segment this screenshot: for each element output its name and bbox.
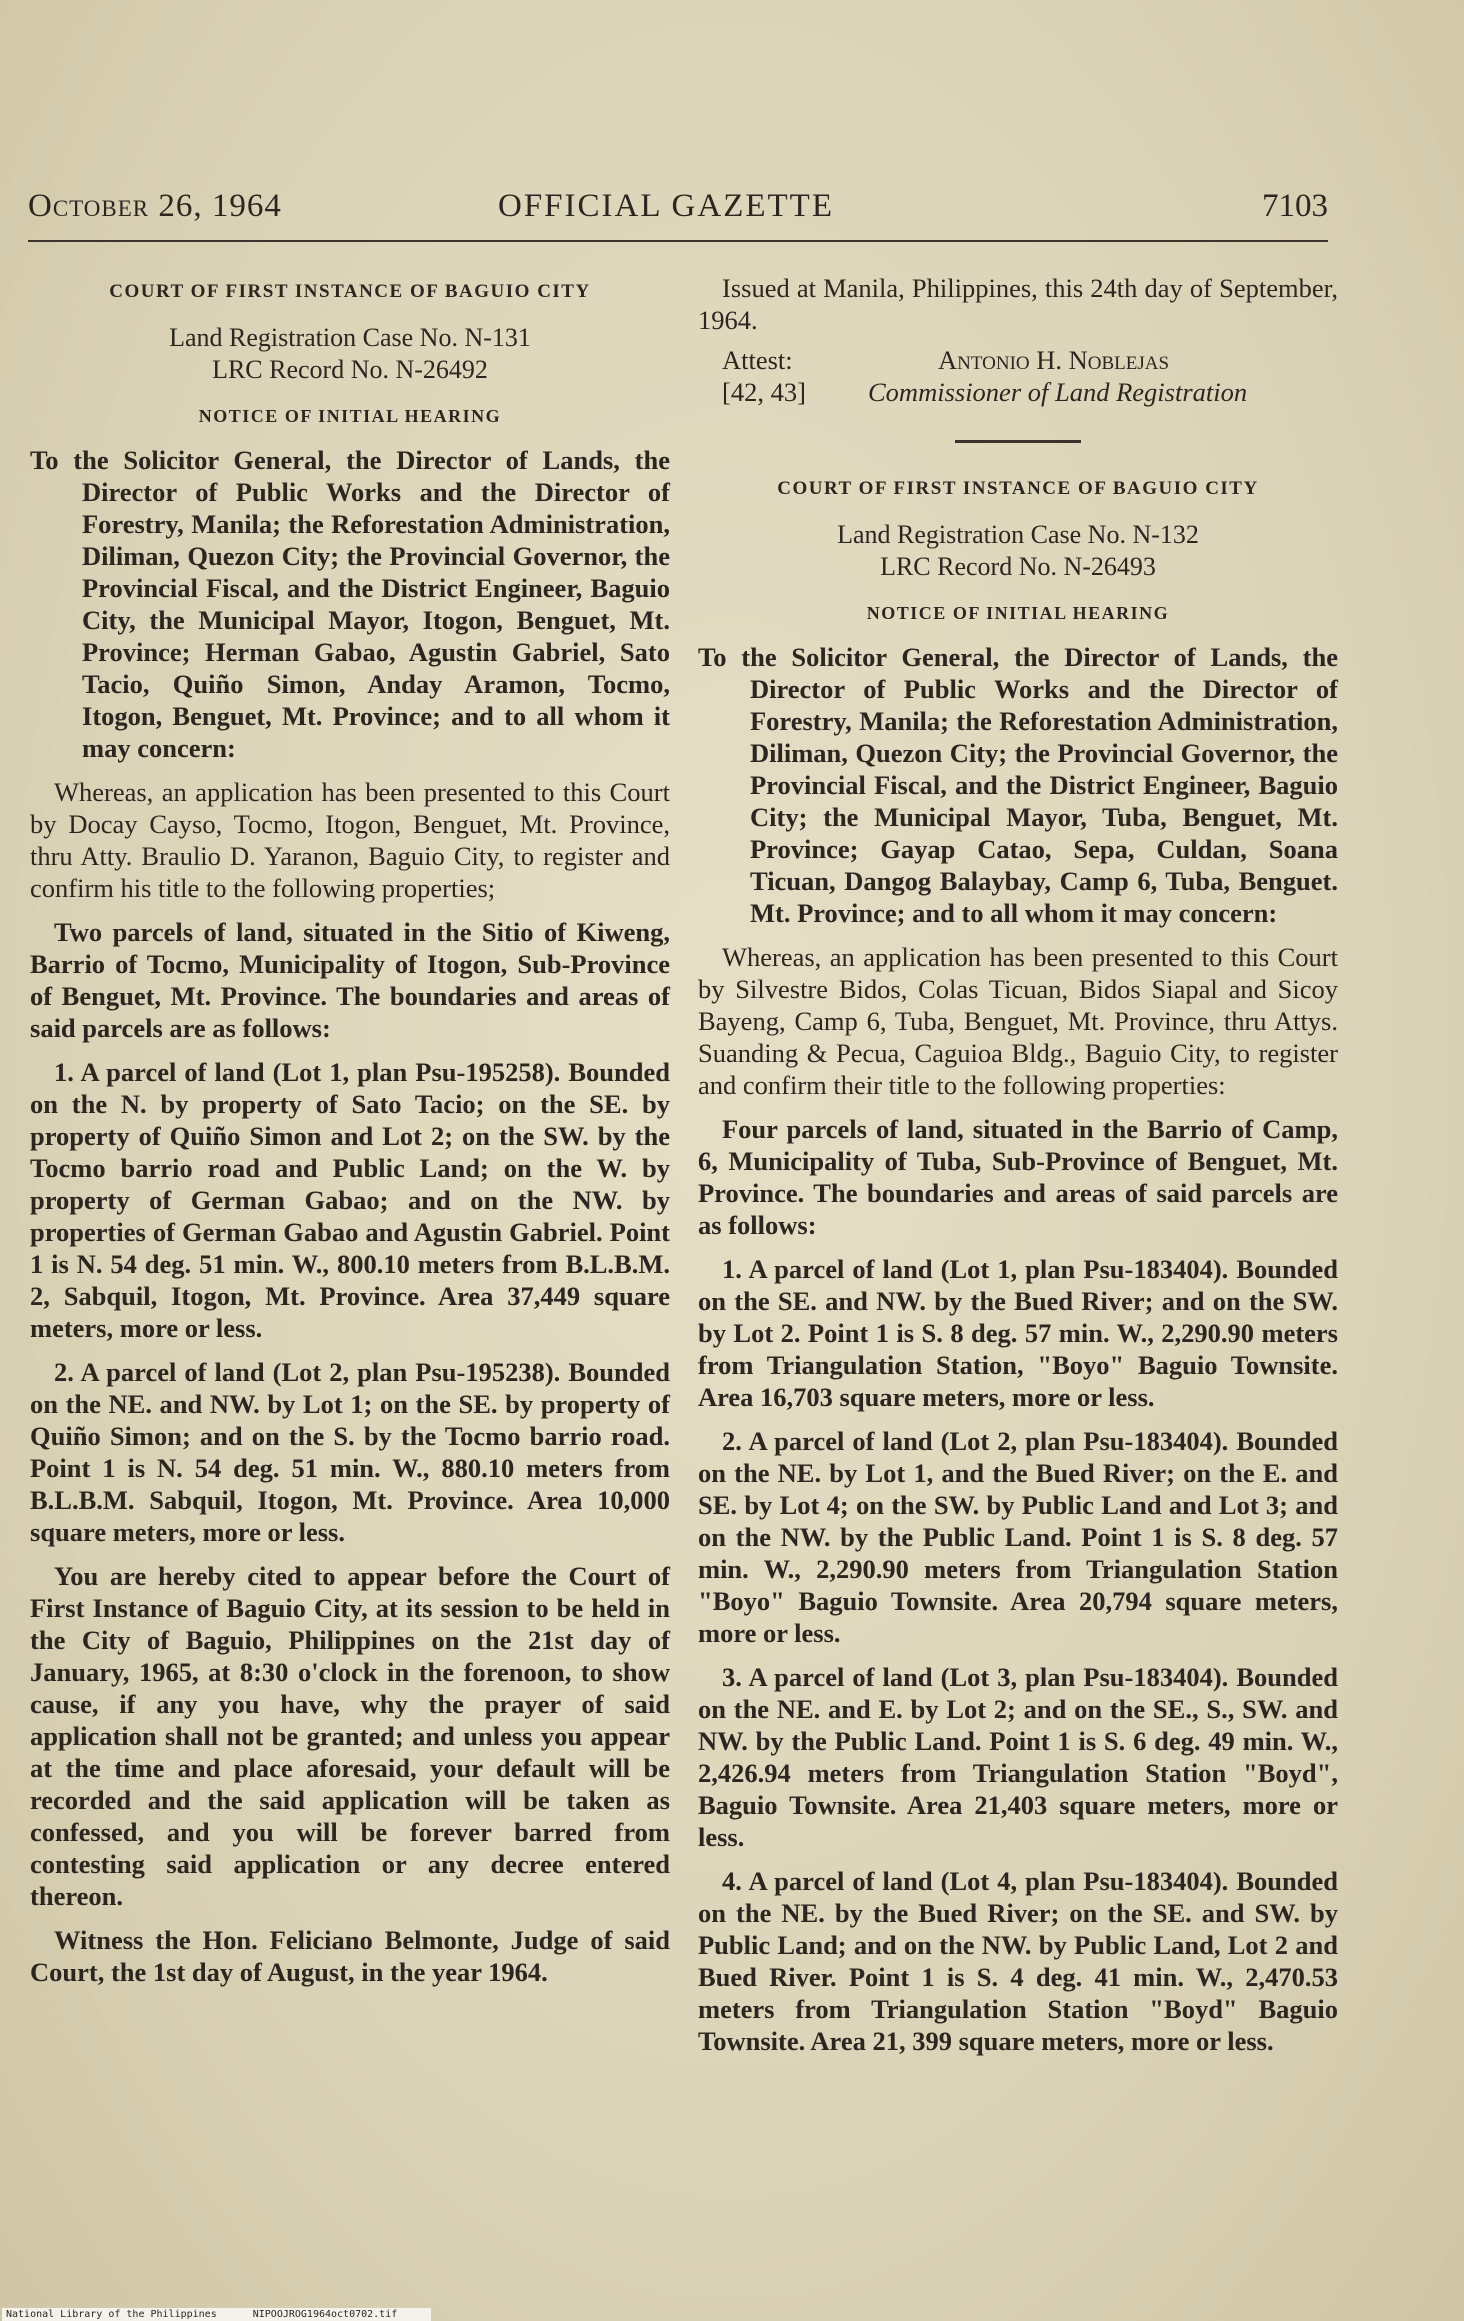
parcel-3-paragraph-2: 3. A parcel of land (Lot 3, plan Psu-183404). Bounded on the NE. and E. by Lot 2; and on the SE., S., SW. and NW. by the Public Land. Point 1 is S. 6 deg. 49 min. W., 2,426.94 meters from Triangulation Station "Boyd", Baguio Townsite. Area 21,403 square meters, more or less. — [698, 1662, 1338, 1852]
court-heading-2: COURT OF FIRST INSTANCE OF BAGUIO CITY — [777, 478, 1259, 499]
notice-heading: NOTICE OF INITIAL HEARING — [198, 406, 502, 426]
page-number: 7103 — [1262, 188, 1328, 224]
library-credit: National Library of the Philippines — [6, 2309, 217, 2320]
parcels-intro-paragraph-2: Four parcels of land, situated in the Barrio of Camp, 6, Municipality of Tuba, Sub-Province of Benguet, Mt. Province. The boundaries and areas of said parcels are as follows: — [698, 1114, 1338, 1240]
left-column — [30, 272, 670, 1988]
attest-label: Attest: — [722, 345, 793, 375]
issue-date: October 26, 1964 — [28, 188, 282, 224]
parcel-2-paragraph-2: 2. A parcel of land (Lot 2, plan Psu-183404). Bounded on the NE. by Lot 1, and the Bued River; on the E. and SE. by Lot 4; on the SW. by Public Land and Lot 3; and on the NW. by the Public Land. Point 1 is S. 8 deg. 57 min. W., 2,290.90 meters from Triangulation Station "Boyo" Baguio Townsite. Area 20,794 square meters, more or less. — [698, 1426, 1338, 1648]
attestation-block — [698, 344, 1338, 410]
publication-title: OFFICIAL GAZETTE — [498, 188, 834, 224]
case-number: Land Registration Case No. N-131 — [169, 323, 531, 352]
witness-paragraph: Witness the Hon. Feliciano Belmonte, Judge of said Court, the 1st day of August, in the year 1964. — [30, 1925, 670, 1987]
addressees-paragraph: To the Solicitor General, the Director of Lands, the Director of Public Works and the Director of Forestry, Manila; the Reforestation Administration, Diliman, Quezon City; the Provincial Governor, the Provincial Fiscal, and the District Engineer, Baguio City, the Municipal Mayor, Itogon, Benguet, Mt. Province; Herman Gabao, Agustin Gabriel, Sato Tacio, Quiño Simon, Anday Aramon, Tocmo, Itogon, Benguet, Mt. Province; and to all whom it may concern: — [30, 445, 670, 763]
attest-name: Antonio H. Noblejas — [938, 345, 1170, 375]
scan-filename: NIPOOJROG1964oct0702.tif — [252, 2309, 398, 2320]
record-number-2: LRC Record No. N-26493 — [880, 552, 1156, 581]
notice-heading-2: NOTICE OF INITIAL HEARING — [866, 603, 1170, 623]
page-header — [28, 188, 1328, 238]
attest-title: Commissioner of Land Registration — [868, 377, 1248, 407]
citation-paragraph: You are hereby cited to appear before the Court of First Instance of Baguio City, at its session to be held in the City of Baguio, Philippines on the 21st day of January, 1965, at 8:30 o'clock in the forenoon, to show cause, if any you have, why the prayer of said application shall not be granted; and unless you appear at the time and place aforesaid, your default will be recorded and the said application will be taken as confessed, and you will be forever barred from contesting said application or any decree entered thereon. — [30, 1561, 670, 1911]
parcel-4-paragraph-2: 4. A parcel of land (Lot 4, plan Psu-183404). Bounded on the NE. by the Bued River; on the SE. and SW. by Public Land; and on the NW. by Public Land, Lot 2 and Bued River. Point 1 is S. 4 deg. 41 min. W., 2,470.53 meters from Triangulation Station "Boyd" Baguio Townsite. Area 21, 399 square meters, more or less. — [698, 1866, 1338, 2056]
issued-paragraph: Issued at Manila, Philippines, this 24th day of September, 1964. — [698, 273, 1338, 335]
case-number-2: Land Registration Case No. N-132 — [837, 520, 1199, 549]
court-heading: COURT OF FIRST INSTANCE OF BAGUIO CITY — [109, 281, 591, 302]
parcels-intro-paragraph: Two parcels of land, situated in the Sitio of Kiweng, Barrio of Tocmo, Municipality of Itogon, Sub-Province of Benguet, Mt. Province. The boundaries and areas of said parcels are as follows: — [30, 917, 670, 1043]
section-divider — [955, 440, 1081, 443]
attest-reference: [42, 43] — [722, 377, 806, 407]
parcel-1-paragraph-2: 1. A parcel of land (Lot 1, plan Psu-183404). Bounded on the SE. and NW. by the Bued River; and on the SW. by Lot 2. Point 1 is S. 8 deg. 57 min. W., 2,290.90 meters from Triangulation Station, "Boyo" Baguio Townsite. Area 16,703 square meters, more or less. — [698, 1254, 1338, 1412]
parcel-2-paragraph: 2. A parcel of land (Lot 2, plan Psu-195238). Bounded on the NE. and NW. by Lot 1; on the SE. by property of Quiño Simon; and on the S. by the Tocmo barrio road. Point 1 is N. 54 deg. 51 min. W., 880.10 meters from B.L.B.M. Sabquil, Itogon, Mt. Province. Area 10,000 square meters, more or less. — [30, 1357, 670, 1547]
whereas-paragraph-2: Whereas, an application has been presented to this Court by Silvestre Bidos, Colas Ticuan, Bidos Siapal and Sicoy Bayeng, Camp 6, Tuba, Benguet, Mt. Province, thru Attys. Suanding & Pecua, Caguioa Bldg., Baguio City, to register and confirm their title to the following properties: — [698, 942, 1338, 1100]
header-rule — [28, 240, 1328, 242]
addressees-paragraph-2: To the Solicitor General, the Director of Lands, the Director of Public Works and the Director of Forestry, Manila; the Reforestation Administration, Diliman, Quezon City; the Provincial Governor, the Provincial Fiscal, and the District Engineer, Baguio City; the Municipal Mayor, Tuba, Benguet, Mt. Province; Gayap Catao, Sepa, Culdan, Soana Ticuan, Dangog Balaybay, Camp 6, Tuba, Benguet. Mt. Province; and to all whom it may concern: — [698, 642, 1338, 928]
right-column — [698, 272, 1338, 2057]
record-number: LRC Record No. N-26492 — [212, 355, 488, 384]
scan-footer — [2, 2308, 431, 2321]
whereas-paragraph: Whereas, an application has been presented to this Court by Docay Cayso, Tocmo, Itogon, Benguet, Mt. Province, thru Atty. Braulio D. Yaranon, Baguio City, to register and confirm his title to the following properties; — [30, 777, 670, 903]
parcel-1-paragraph: 1. A parcel of land (Lot 1, plan Psu-195258). Bounded on the N. by property of Sato Tacio; on the SE. by property of Quiño Simon and Lot 2; on the SW. by the Tocmo barrio road and Public Land; on the W. by property of German Gabao; and on the NW. by properties of German Gabao and Agustin Gabriel. Point 1 is N. 54 deg. 51 min. W., 800.10 meters from B.L.B.M. 2, Sabquil, Itogon, Mt. Province. Area 37,449 square meters, more or less. — [30, 1057, 670, 1343]
